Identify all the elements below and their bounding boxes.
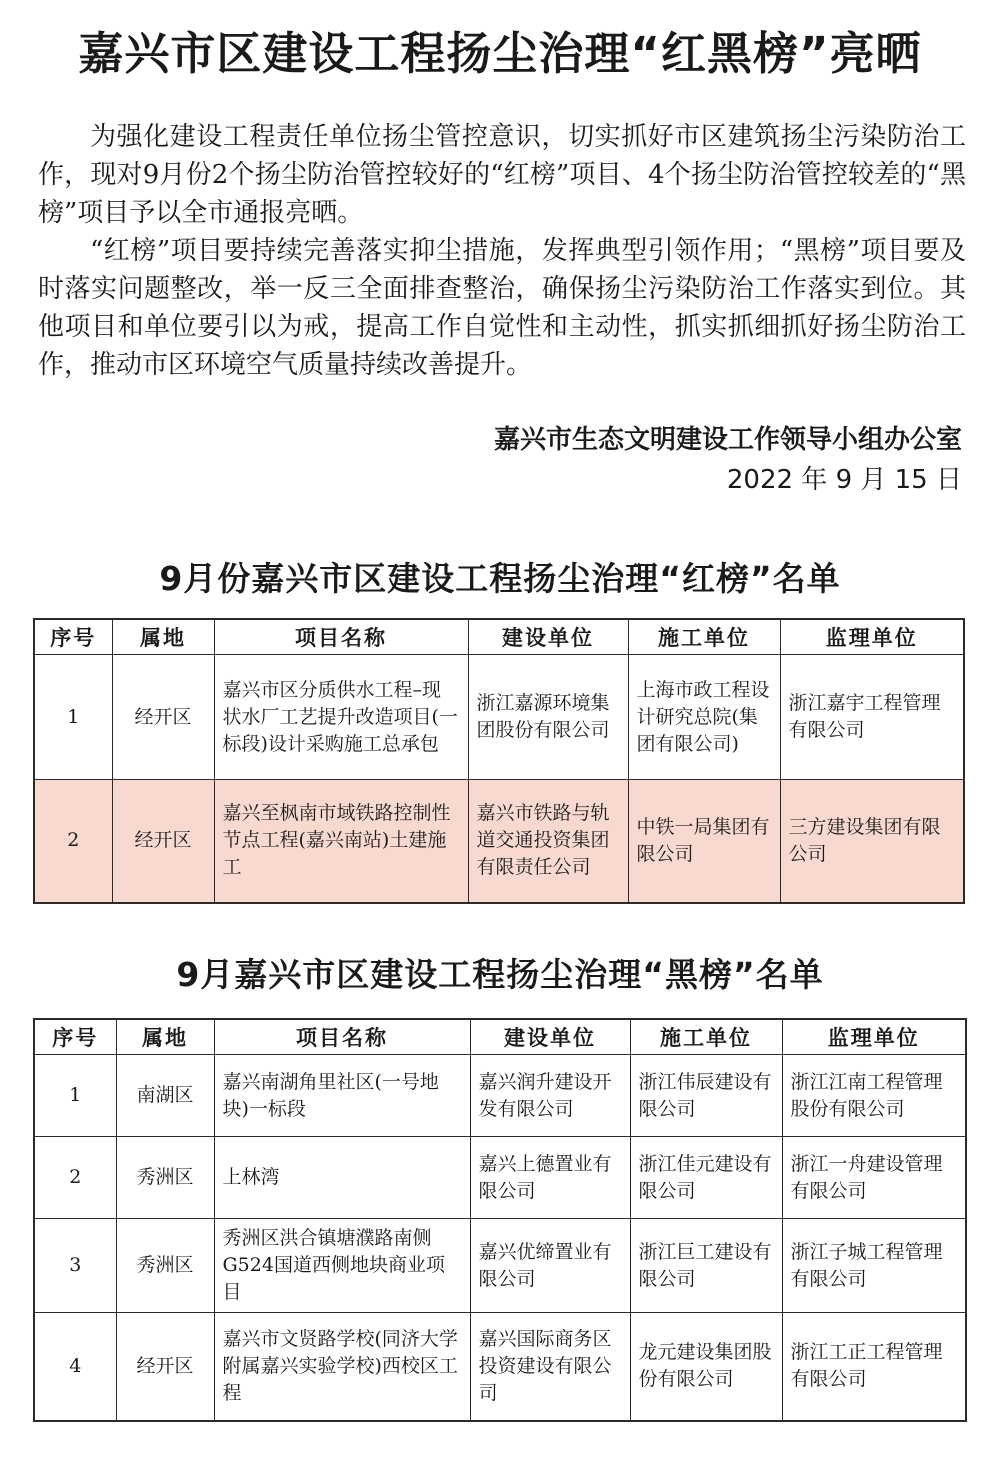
- table-header-row: [34, 1019, 966, 1055]
- column-header: 序号: [34, 1019, 116, 1055]
- table-row: [34, 655, 964, 780]
- cell-project: 嘉兴市区分质供水工程–现状水厂工艺提升改造项目(一标段)设计采购施工总承包: [214, 655, 468, 780]
- signature-date: 2022 年 9 月 15 日: [726, 465, 962, 495]
- cell-contractor: 龙元建设集团股份有限公司: [630, 1313, 782, 1421]
- cell-district: 南湖区: [116, 1055, 214, 1137]
- cell-supervisor: 浙江子城工程管理有限公司: [782, 1219, 966, 1313]
- column-header: 监理单位: [782, 1019, 966, 1055]
- cell-contractor: 浙江佳元建设有限公司: [630, 1137, 782, 1219]
- cell-supervisor: 浙江嘉宇工程管理有限公司: [780, 655, 964, 780]
- red-list-table: [33, 618, 965, 904]
- red-list-title: 9月份嘉兴市区建设工程扬尘治理“红榜”名单: [159, 559, 841, 598]
- cell-supervisor: 浙江江南工程管理股份有限公司: [782, 1055, 966, 1137]
- column-header: 建设单位: [468, 619, 628, 655]
- black-list-table: [33, 1018, 967, 1422]
- cell-builder: 浙江嘉源环境集团股份有限公司: [468, 655, 628, 780]
- cell-contractor: 浙江巨工建设有限公司: [630, 1219, 782, 1313]
- cell-index: 1: [34, 1055, 116, 1137]
- cell-index: 3: [34, 1219, 116, 1313]
- table-header-row: [34, 619, 964, 655]
- column-header: 建设单位: [470, 1019, 630, 1055]
- cell-builder: 嘉兴市铁路与轨道交通投资集团有限责任公司: [468, 780, 628, 903]
- cell-project: 秀洲区洪合镇塘濮路南侧G524国道西侧地块商业项目: [214, 1219, 470, 1313]
- signature: [494, 420, 962, 500]
- cell-index: 4: [34, 1313, 116, 1421]
- column-header: 项目名称: [214, 1019, 470, 1055]
- column-header: 施工单位: [628, 619, 780, 655]
- cell-district: 秀洲区: [116, 1137, 214, 1219]
- column-header: 施工单位: [630, 1019, 782, 1055]
- column-header: 序号: [34, 619, 112, 655]
- cell-builder: 嘉兴国际商务区投资建设有限公司: [470, 1313, 630, 1421]
- table-row: [34, 1055, 966, 1137]
- cell-project: 嘉兴至枫南市域铁路控制性节点工程(嘉兴南站)土建施工: [214, 780, 468, 903]
- black-list-title: 9月嘉兴市区建设工程扬尘治理“黑榜”名单: [176, 955, 824, 994]
- cell-contractor: 上海市政工程设计研究总院(集团有限公司): [628, 655, 780, 780]
- column-header: 项目名称: [214, 619, 468, 655]
- cell-index: 2: [34, 1137, 116, 1219]
- cell-district: 秀洲区: [116, 1219, 214, 1313]
- cell-district: 经开区: [116, 1313, 214, 1421]
- notice-body: [38, 118, 966, 384]
- cell-district: 经开区: [112, 655, 214, 780]
- cell-contractor: 浙江伟辰建设有限公司: [630, 1055, 782, 1137]
- cell-project: 嘉兴南湖角里社区(一号地块)一标段: [214, 1055, 470, 1137]
- table-row: [34, 1313, 966, 1421]
- page-title: 嘉兴市区建设工程扬尘治理“红黑榜”亮晒: [78, 27, 922, 80]
- cell-district: 经开区: [112, 780, 214, 903]
- column-header: 监理单位: [780, 619, 964, 655]
- cell-project: 上林湾: [214, 1137, 470, 1219]
- table-row: [34, 1137, 966, 1219]
- cell-index: 1: [34, 655, 112, 780]
- cell-supervisor: 浙江一舟建设管理有限公司: [782, 1137, 966, 1219]
- cell-contractor: 中铁一局集团有限公司: [628, 780, 780, 903]
- cell-index: 2: [34, 780, 112, 903]
- signature-org: 嘉兴市生态文明建设工作领导小组办公室: [493, 425, 962, 455]
- cell-project: 嘉兴市文贤路学校(同济大学附属嘉兴实验学校)西校区工程: [214, 1313, 470, 1421]
- table-row: [34, 780, 964, 903]
- column-header: 属地: [116, 1019, 214, 1055]
- paragraph: “红榜”项目要持续完善落实抑尘措施，发挥典型引领作用；“黑榜”项目要及时落实问题整改，举一反三全面排查整治，确保扬尘污染防治工作落实到位。其他项目和单位要引以为戒，提高工作自觉性和主动性，抓实抓细抓好扬尘防治工作，推动市区环境空气质量持续改善提升。: [38, 236, 966, 380]
- cell-supervisor: 浙江工正工程管理有限公司: [782, 1313, 966, 1421]
- column-header: 属地: [112, 619, 214, 655]
- paragraph: 为强化建设工程责任单位扬尘管控意识，切实抓好市区建筑扬尘污染防治工作，现对9月份2个扬尘防治管控较好的“红榜”项目、4个扬尘防治管控较差的“黑榜”项目予以全市通报亮晒。: [38, 122, 966, 228]
- cell-builder: 嘉兴上德置业有限公司: [470, 1137, 630, 1219]
- cell-builder: 嘉兴优缔置业有限公司: [470, 1219, 630, 1313]
- cell-supervisor: 三方建设集团有限公司: [780, 780, 964, 903]
- table-row: [34, 1219, 966, 1313]
- cell-builder: 嘉兴润升建设开发有限公司: [470, 1055, 630, 1137]
